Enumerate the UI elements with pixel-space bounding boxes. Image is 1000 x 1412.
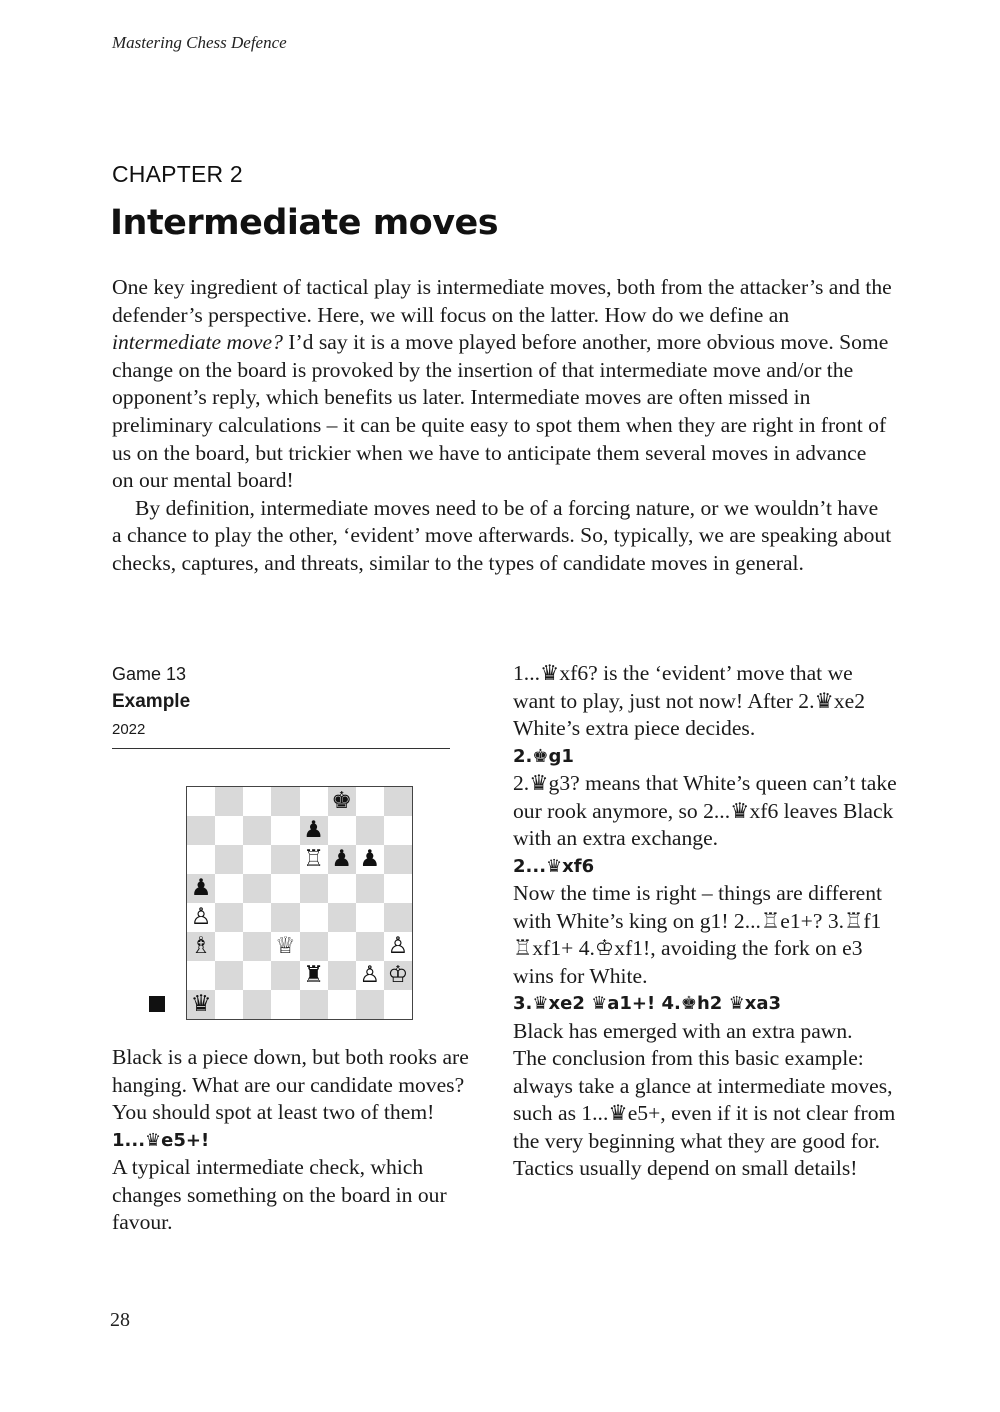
square-c7 <box>243 816 271 845</box>
page-number: 28 <box>110 1309 130 1331</box>
piece-e7: ♟ <box>303 817 324 843</box>
piece-a1: ♛ <box>190 991 212 1017</box>
piece-h2: ♔ <box>387 962 409 988</box>
square-e4 <box>300 903 328 932</box>
chess-diagram <box>186 786 413 1020</box>
chapter-title: Intermediate moves <box>110 203 499 243</box>
piece-d3: ♕ <box>275 933 296 959</box>
piece-a3: ♗ <box>190 933 212 959</box>
game-year: 2022 <box>112 721 146 738</box>
square-h8 <box>384 787 412 816</box>
square-c5 <box>243 874 271 903</box>
intro-text <box>112 274 892 578</box>
right-paragraph-5: The conclusion from this basic example: always take a glance at intermediate moves, such as 1...♛e5+, even if it is not clear from the very beginning what they are good for. Tactics usually depend on small details! <box>513 1046 896 1180</box>
square-g3 <box>356 932 384 961</box>
square-a4 <box>187 903 215 932</box>
square-d3 <box>271 932 299 961</box>
right-column-text <box>513 660 898 1183</box>
right-paragraph-3: Now the time is right – things are different with White’s king on g1! 2...♖e1+? 3.♖f1 ♖xf1+ 4.♔xf1!, avoiding the fork on e3 wins for White. <box>513 881 883 988</box>
square-b5 <box>215 874 243 903</box>
square-c8 <box>243 787 271 816</box>
piece-f8: ♚ <box>331 788 352 814</box>
square-h4 <box>384 903 412 932</box>
square-f7 <box>328 816 356 845</box>
game-label: Game 13 <box>112 664 187 684</box>
left-paragraph-1: Black is a piece down, but both rooks are hanging. What are our candidate moves? You should spot at least two of them! <box>112 1045 469 1124</box>
square-h1 <box>384 990 412 1019</box>
square-f1 <box>328 990 356 1019</box>
right-paragraph-1: 1...♛xf6? is the ‘evident’ move that we want to play, just not now! After 2.♛xe2 White’s extra piece decides. <box>513 661 866 740</box>
square-g7 <box>356 816 384 845</box>
black-to-move-marker <box>149 996 165 1012</box>
square-f8 <box>328 787 356 816</box>
square-c2 <box>243 961 271 990</box>
square-a8 <box>187 787 215 816</box>
piece-f6: ♟ <box>331 846 352 872</box>
square-h5 <box>384 874 412 903</box>
square-g1 <box>356 990 384 1019</box>
square-f3 <box>328 932 356 961</box>
intro-paragraph-2: By definition, intermediate moves need to be of a forcing nature, or we wouldn’t have a chance to play the other, ‘evident’ move afterwards. So, typically, we are speaking about checks, captures, and threats, similar to the types of candidate moves in general. <box>112 495 892 575</box>
intro-p1-emphasis: intermediate move? <box>112 330 283 355</box>
square-g5 <box>356 874 384 903</box>
square-f5 <box>328 874 356 903</box>
piece-e6: ♖ <box>303 846 324 872</box>
chapter-label: CHAPTER 2 <box>112 161 243 187</box>
game-heading <box>112 660 492 744</box>
piece-a4: ♙ <box>190 904 212 930</box>
square-f2 <box>328 961 356 990</box>
square-b1 <box>215 990 243 1019</box>
square-f4 <box>328 903 356 932</box>
running-head: Mastering Chess Defence <box>112 33 287 52</box>
move-line-3: 2...♛xf6 <box>513 855 595 877</box>
square-d8 <box>271 787 299 816</box>
square-a6 <box>187 845 215 874</box>
intro-p1-part-a: One key ingredient of tactical play is intermediate moves, both from the attacker’s and the defender’s perspective. Here, we will focus on the latter. How do we define an <box>112 275 892 327</box>
left-column-text <box>112 1044 497 1237</box>
move-line-4: 3.♛xe2 ♛a1+! 4.♚h2 ♛xa3 <box>513 993 781 1014</box>
square-e5 <box>300 874 328 903</box>
square-d6 <box>271 845 299 874</box>
intro-p1-part-b: I’d say it is a move played before another, more obvious move. Some change on the board is provoked by the insertion of that intermediate move and/or the opponent’s reply, which benefits us later. Intermediate moves are often missed in preliminary calculations – it can be quite easy to spot them when they are right in front of us on the board, but trickier when we have to anticipate them several moves in advance on our mental board! <box>112 330 889 493</box>
square-c1 <box>243 990 271 1019</box>
intro-paragraph-1 <box>112 274 892 495</box>
square-a1 <box>187 990 215 1019</box>
square-b8 <box>215 787 243 816</box>
square-g2 <box>356 961 384 990</box>
square-b7 <box>215 816 243 845</box>
piece-e2: ♜ <box>303 962 324 988</box>
piece-a5: ♟ <box>190 875 212 901</box>
square-g8 <box>356 787 384 816</box>
right-paragraph-2: 2.♛g3? means that White’s queen can’t take our rook anymore, so 2...♛xf6 leaves Black with an extra exchange. <box>513 771 897 850</box>
square-d1 <box>271 990 299 1019</box>
square-e3 <box>300 932 328 961</box>
square-e2 <box>300 961 328 990</box>
square-h3 <box>384 932 412 961</box>
square-e8 <box>300 787 328 816</box>
game-title: Example <box>112 691 191 712</box>
left-paragraph-2: A typical intermediate check, which changes something on the board in our favour. <box>112 1155 447 1234</box>
square-a2 <box>187 961 215 990</box>
square-b3 <box>215 932 243 961</box>
square-f6 <box>328 845 356 874</box>
square-b4 <box>215 903 243 932</box>
square-a7 <box>187 816 215 845</box>
square-b2 <box>215 961 243 990</box>
piece-g2: ♙ <box>359 962 381 988</box>
right-paragraph-4: Black has emerged with an extra pawn. <box>513 1018 853 1043</box>
square-c6 <box>243 845 271 874</box>
square-a3 <box>187 932 215 961</box>
square-h7 <box>384 816 412 845</box>
move-line-1: 1...♛e5+! <box>112 1129 210 1151</box>
square-d2 <box>271 961 299 990</box>
square-a5 <box>187 874 215 903</box>
square-c3 <box>243 932 271 961</box>
square-g6 <box>356 845 384 874</box>
square-g4 <box>356 903 384 932</box>
piece-g6: ♟ <box>359 846 381 872</box>
square-c4 <box>243 903 271 932</box>
square-e1 <box>300 990 328 1019</box>
square-d5 <box>271 874 299 903</box>
square-e7 <box>300 816 328 845</box>
square-h6 <box>384 845 412 874</box>
square-e6 <box>300 845 328 874</box>
heading-divider <box>112 748 450 749</box>
square-b6 <box>215 845 243 874</box>
square-d4 <box>271 903 299 932</box>
move-line-2: 2.♚g1 <box>513 745 574 767</box>
square-d7 <box>271 816 299 845</box>
piece-h3: ♙ <box>387 933 409 959</box>
square-h2 <box>384 961 412 990</box>
